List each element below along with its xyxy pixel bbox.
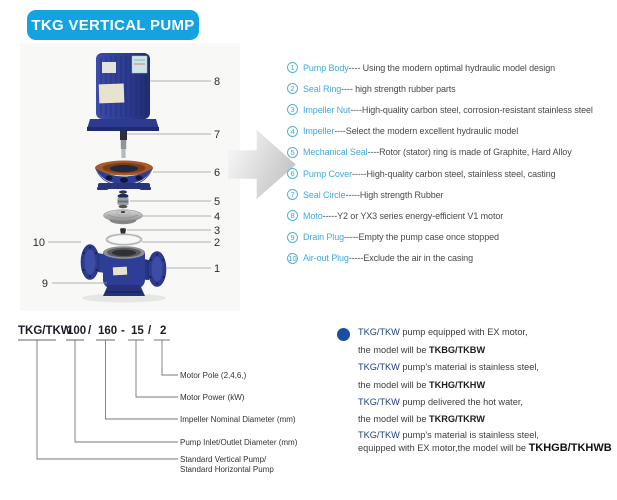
list-item [287, 248, 617, 269]
part-name: Impeller Nut [303, 104, 351, 115]
part-description: -----High strength Rubber [345, 189, 444, 200]
list-item [287, 205, 617, 226]
motor-nameplate [132, 56, 147, 73]
motor-top-label [102, 62, 116, 73]
model-seg3: 15 [131, 325, 144, 337]
item-number-badge: 7 [287, 189, 298, 200]
list-item [287, 142, 617, 163]
part-description: -----Exclude the air in the casing [348, 253, 473, 264]
variant-line [358, 362, 539, 372]
variant-model: TKHG/TKHW [428, 380, 486, 390]
exploded-pump-diagram [20, 43, 240, 311]
variant-prefix: TKG/TKW [358, 362, 400, 372]
part-description: ---- high strength rubber parts [341, 83, 456, 94]
variant-line [358, 397, 523, 407]
part-name: Pump Body [303, 62, 349, 73]
label-motor-power: Motor Power (kW) [180, 393, 245, 402]
part-description: ----Select the modern excellent hydraulic model [334, 126, 519, 137]
item-number-badge: 8 [287, 210, 298, 221]
item-number-badge: 9 [287, 232, 298, 243]
part-name: Mechanical Seal [303, 147, 368, 158]
callout-9: 9 [41, 278, 48, 290]
variant-text: the model will be [358, 345, 429, 355]
model-seg4: 2 [160, 325, 167, 337]
variant-line [358, 430, 539, 440]
variant-prefix: TKG/TKW [358, 397, 400, 407]
variant-text: the model will be [358, 414, 429, 424]
label-standard-horizontal: Standard Horizontal Pump [180, 465, 274, 474]
pump-body-label [113, 267, 127, 276]
list-item [287, 121, 617, 142]
callout-1: 1 [214, 263, 221, 275]
pump-cover-illustration [95, 161, 153, 191]
part-name: Drain Plug [303, 232, 345, 243]
item-number-badge: 2 [287, 83, 298, 94]
variant-text: pump's material is stainless steel, [399, 362, 539, 372]
item-number-badge: 10 [288, 253, 297, 263]
part-description: -----High-quality carbon steel, stainless steel, casting [352, 168, 556, 179]
part-name: Seal Ring [303, 83, 342, 94]
variant-text: pump equipped with EX motor, [399, 327, 528, 337]
list-item [287, 227, 617, 248]
callout-5: 5 [214, 196, 221, 208]
part-name: Air-out Plug [303, 253, 349, 264]
variant-line [358, 380, 485, 390]
variant-text: pump delivered the hot water, [399, 397, 523, 407]
page-title: TKG VERTICAL PUMP [31, 16, 195, 34]
item-number-badge: 4 [287, 126, 298, 137]
part-name: Impeller [303, 126, 335, 137]
model-code-diagram [10, 315, 320, 495]
list-item [287, 57, 617, 78]
variant-model: TKRG/TKRW [428, 414, 485, 424]
list-item [287, 163, 617, 184]
callout-8: 8 [214, 76, 221, 88]
item-number-badge: 3 [287, 104, 298, 115]
model-connector-lines [37, 340, 178, 459]
part-description: ----High-quality carbon steel, corrosion-resistant stainless steel [350, 104, 593, 115]
item-number-badge: 1 [287, 62, 298, 73]
list-item [287, 99, 617, 120]
list-item [287, 184, 617, 205]
model-sep3: / [148, 325, 152, 337]
list-item [287, 78, 617, 99]
part-description: ---- Using the modern optimal hydraulic model design [348, 62, 556, 73]
label-impeller-diameter: Impeller Nominal Diameter (mm) [180, 415, 296, 424]
variant-prefix: TKG/TKW [358, 430, 400, 440]
model-seg2: 160 [98, 325, 118, 337]
part-name: Seal Circle [303, 189, 346, 200]
label-inlet-outlet: Pump Inlet/Outlet Diameter (mm) [180, 438, 298, 447]
bullet-icon [337, 328, 350, 341]
label-standard-vertical: Standard Vertical Pump/ [180, 455, 267, 464]
part-name: Pump Cover [303, 168, 353, 179]
parts-list [287, 57, 617, 269]
item-number-badge: 5 [287, 147, 298, 158]
model-seg1: 100 [67, 325, 87, 337]
variant-text: pump's material is stainless steel, [399, 430, 539, 440]
variant-line [358, 442, 612, 454]
part-name: Moto [303, 210, 323, 221]
variant-line [358, 414, 485, 424]
variant-line [358, 345, 485, 355]
callout-10: 10 [32, 237, 45, 249]
model-sep1: / [88, 325, 92, 337]
label-motor-pole: Motor Pole (2,4,6,) [180, 371, 247, 380]
model-sep2: - [121, 325, 125, 337]
callout-6: 6 [214, 167, 221, 179]
part-description: -----Y2 or YX3 series energy-efficient V1 motor [322, 210, 504, 221]
variant-prefix: TKG/TKW [358, 327, 400, 337]
variant-model: TKHGB/TKHWB [528, 442, 612, 454]
variant-line [358, 327, 528, 337]
item-number-badge: 6 [287, 168, 298, 179]
variant-text: equipped with EX motor,the model will be [358, 443, 529, 453]
part-description: -----Empty the pump case once stopped [344, 232, 499, 243]
impeller-nut-illustration [120, 228, 126, 234]
model-prefix: TKG/TKW [18, 325, 72, 337]
callout-3: 3 [214, 225, 221, 237]
motor-front-label [99, 84, 125, 104]
callout-7: 7 [214, 129, 221, 141]
callout-4: 4 [214, 211, 221, 223]
variant-text: the model will be [358, 380, 429, 390]
page-title-banner [27, 10, 199, 40]
variant-model: TKBG/TKBW [428, 345, 486, 355]
callout-2: 2 [214, 237, 221, 249]
part-description: ----Rotor (stator) ring is made of Graphite, Hard Alloy [367, 147, 572, 158]
